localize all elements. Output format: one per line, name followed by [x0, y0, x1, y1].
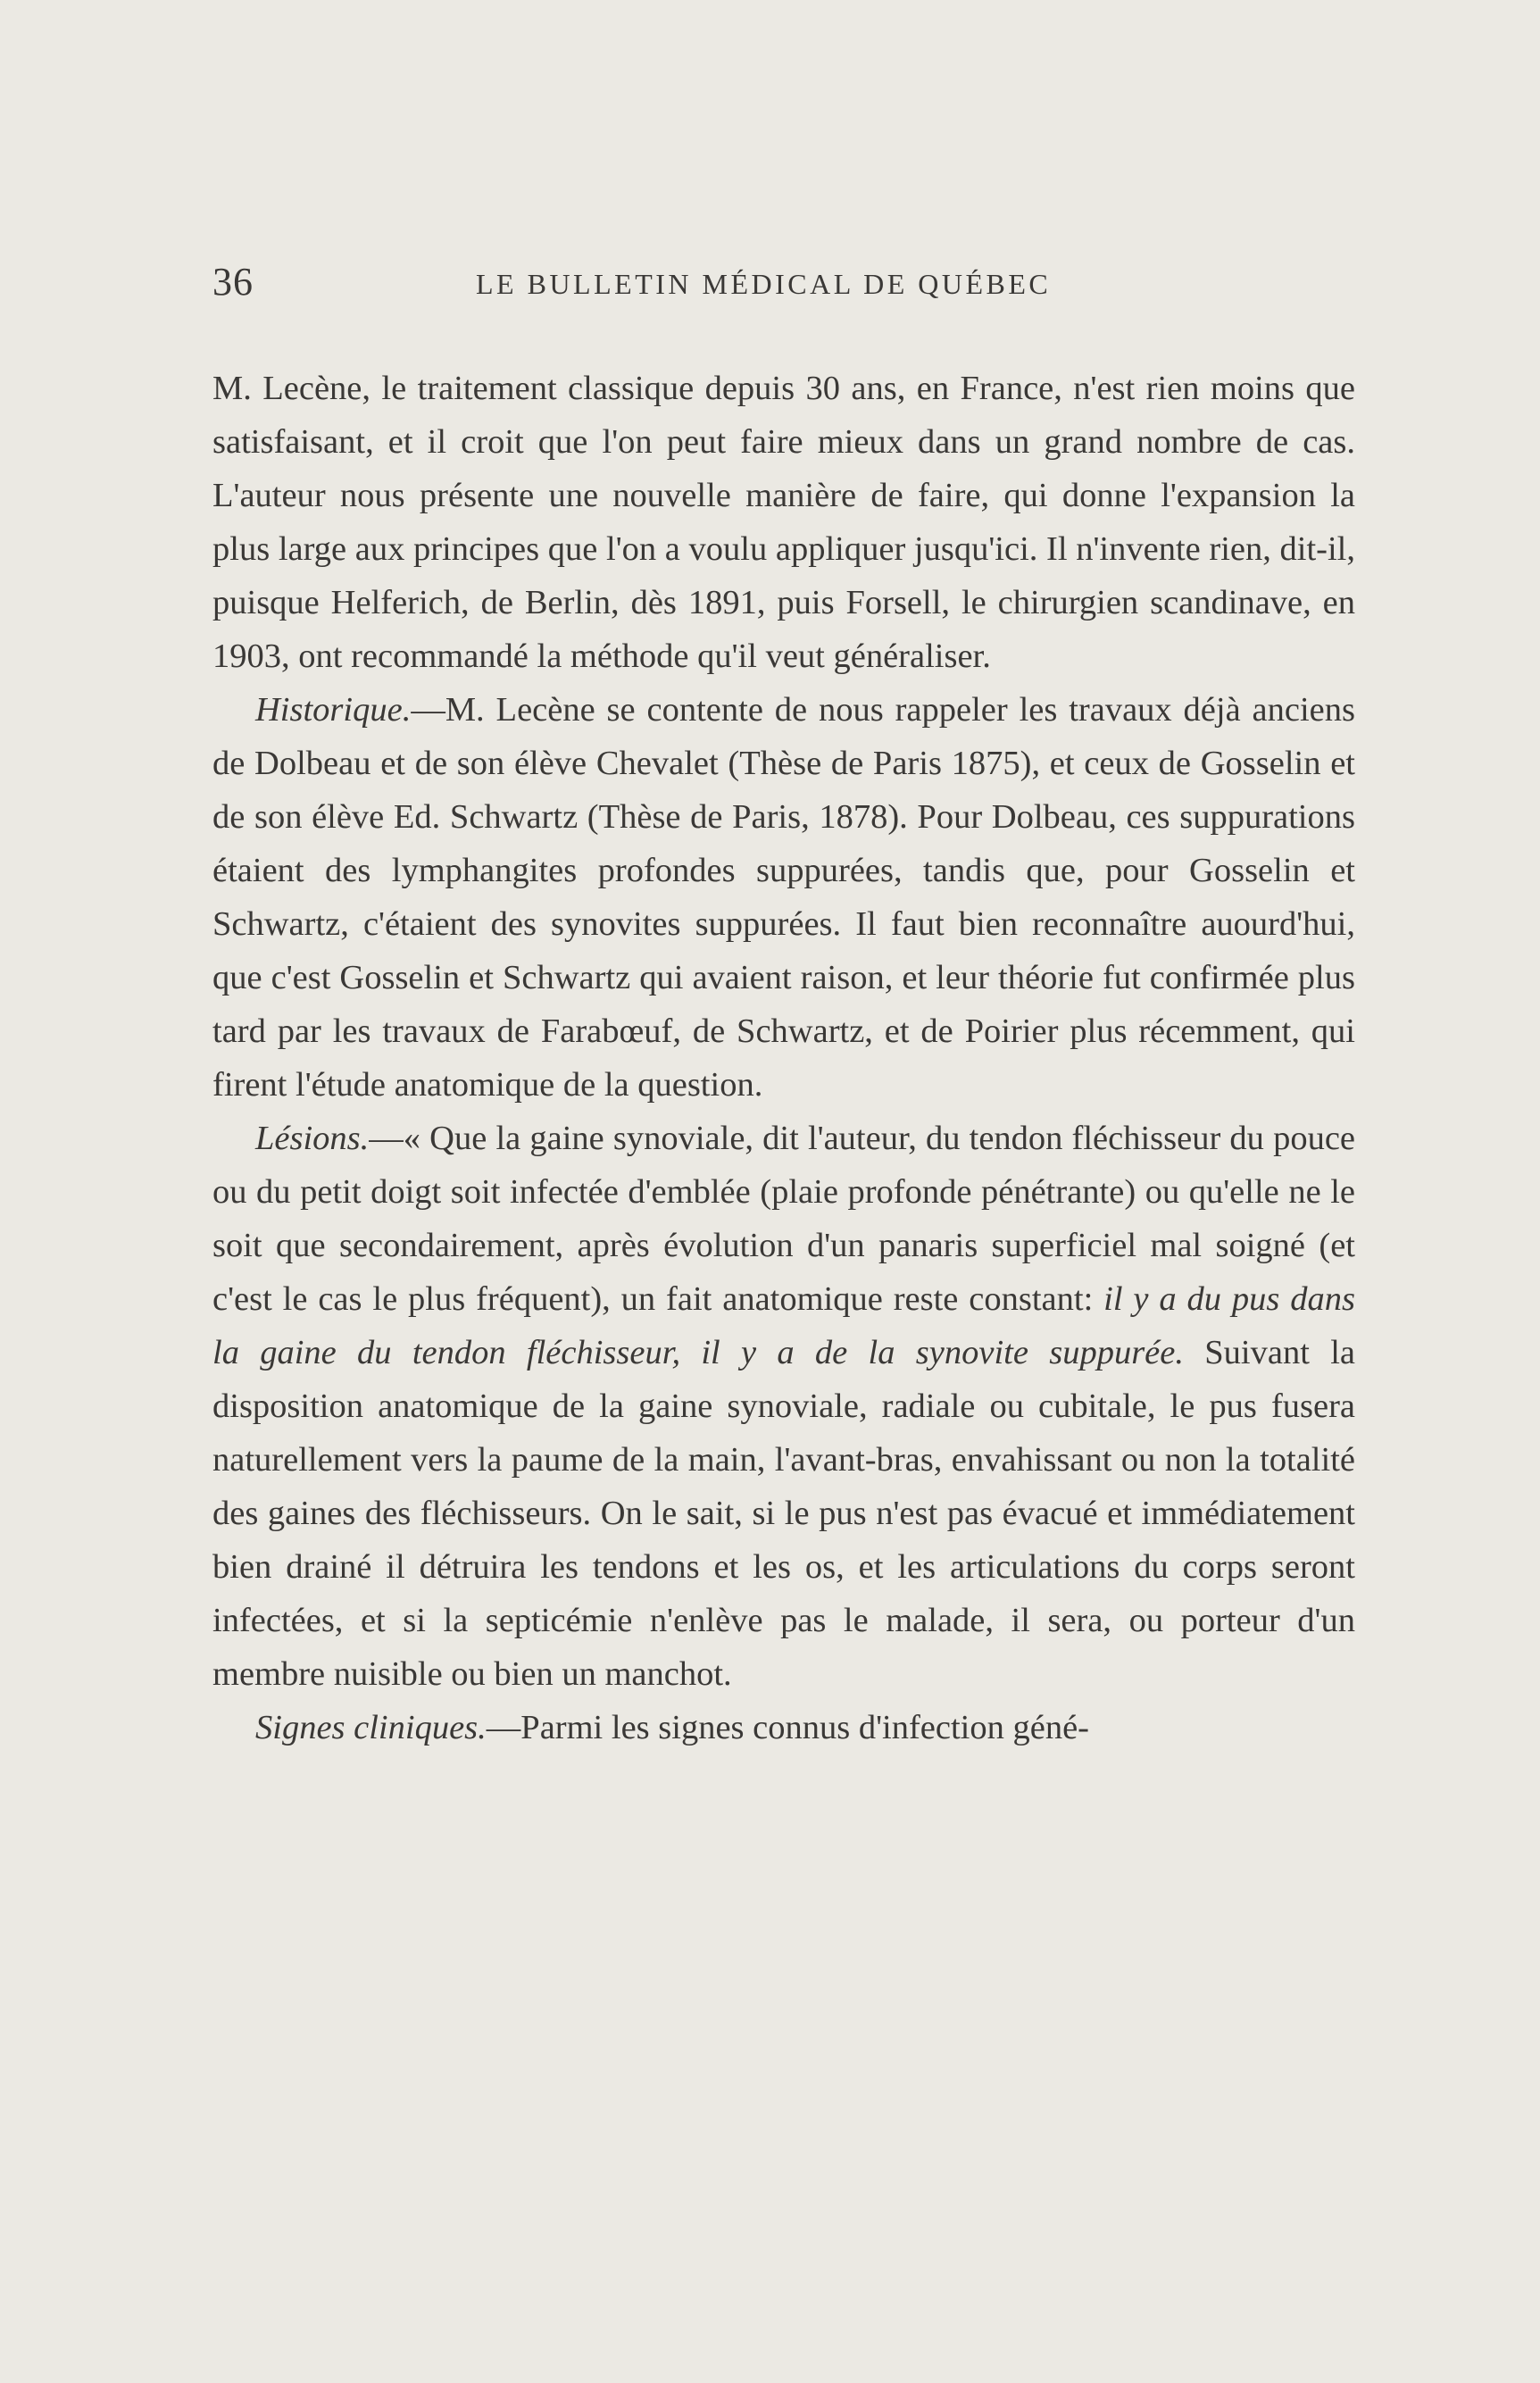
paragraph-intro: [212, 362, 1355, 683]
page-header: [212, 259, 1360, 321]
paragraph-signes-cliniques: [212, 1701, 1355, 1754]
section-heading-signes-cliniques: Signes cliniques.: [255, 1709, 487, 1746]
paragraph-lesions: [212, 1112, 1355, 1701]
paragraph-text: —Parmi les signes connus d'infection géné-: [486, 1709, 1089, 1746]
paragraph-text: —M. Lecène se contente de nous rappeler les travaux déjà anciens de Dolbeau et de son élève Chevalet (Thèse de Paris 1875), et ceux de Gosselin et de son élève Ed. Schwartz (Thèse de Paris, 1878). Pour Dolbeau, ces suppurations étaient des lymphangites profondes suppurées, tandis que, pour Gosselin et Schwartz, c'étaient des synovites suppurées. Il faut bien reconnaître auourd'hui, que c'est Gosselin et Schwartz qui avaient raison, et leur théorie fut confirmée plus tard par les travaux de Farabœuf, de Schwartz, et de Poirier plus récemment, qui firent l'étude anatomique de la question.: [212, 691, 1355, 1104]
running-title: LE BULLETIN MÉDICAL DE QUÉBEC: [476, 268, 1052, 300]
italic-emphasis: il y a du pus dans la gaine du tendon fléchisseur, il y a de la synovite suppurée.: [212, 1280, 1355, 1371]
section-heading-lesions: Lésions.: [255, 1120, 370, 1157]
paragraph-text: M. Lecène, le traitement classique depuis 30 ans, en France, n'est rien moins que satisfaisant, et il croit que l'on peut faire mieux dans un grand nombre de cas. L'auteur nous présente une nouvelle manière de faire, qui donne l'expansion la plus large aux principes que l'on a voulu appliquer jusqu'ici. Il n'invente rien, dit-il, puisque Helferich, de Berlin, dès 1891, puis Forsell, le chirurgien scandinave, en 1903, ont recommandé la méthode qu'il veut généraliser.: [212, 370, 1355, 675]
paragraph-text: Suivant la disposition anatomique de la gaine synoviale, radiale ou cubitale, le pus fusera naturellement vers la paume de la main, l'avant-bras, envahissant ou non la totalité des gaines des fléchisseurs. On le sait, si le pus n'est pas évacué et immédiatement bien drainé il détruira les tendons et les os, et les articulations du corps seront infectées, et si la septicémie n'enlève pas le malade, il sera, ou porteur d'un membre nuisible ou bien un manchot.: [212, 1334, 1355, 1693]
article-body: [212, 362, 1355, 1754]
paragraph-text: —« Que la gaine synoviale, dit l'auteur, du tendon fléchisseur du pouce ou du petit doigt soit infectée d'emblée (plaie profonde pénétrante) ou qu'elle ne le soit que secondairement, après évolution d'un panaris superficiel mal soigné (et c'est le cas le plus fréquent), un fait anatomique reste constant:: [212, 1120, 1355, 1318]
section-heading-historique: Historique.: [255, 691, 412, 729]
page-number: 36: [212, 260, 254, 304]
paragraph-historique: [212, 683, 1355, 1112]
